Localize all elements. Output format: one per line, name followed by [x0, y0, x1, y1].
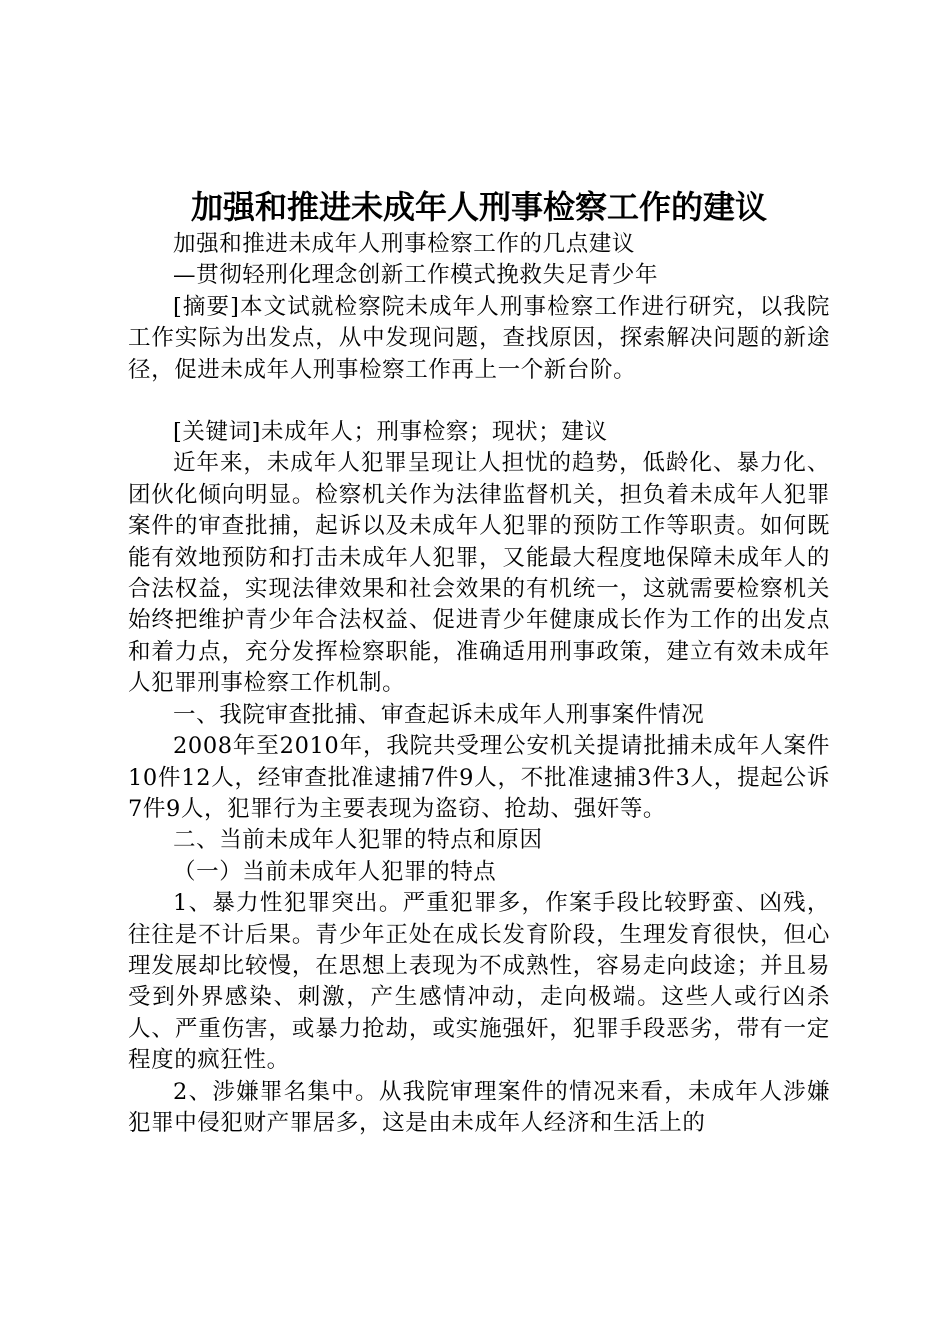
- section-heading-2: 二、当前未成年人犯罪的特点和原因: [173, 827, 543, 854]
- document-body: [128, 229, 830, 1139]
- abstract-paragraph: [摘要]本文试就检察院未成年人刑事检察工作进行研究，以我院工作实际为出发点，从中发现问题，查找原因，探索解决问题的新途径，促进未成年人刑事检察工作再上一个新台阶。: [128, 293, 830, 383]
- subsection-heading-1: （一）当前未成年人犯罪的特点: [173, 858, 497, 885]
- keywords-paragraph: [关键词]未成年人；刑事检察；现状；建议: [173, 419, 608, 446]
- section-heading-1: 一、我院审查批捕、审查起诉未成年人刑事案件情况: [173, 701, 705, 728]
- subtitle-line: 加强和推进未成年人刑事检察工作的几点建议: [173, 231, 636, 257]
- feature-paragraph-1: 1、暴力性犯罪突出。严重犯罪多，作案手段比较野蛮、凶残，往往是不计后果。青少年正处在成长发育阶段，生理发育很快，但心理发展却比较慢，在思想上表现为不成熟性，容易走向歧途；并且易受到外界感染、刺激，产生感情冲动，走向极端。这些人或行凶杀人、严重伤害，或暴力抢劫，或实施强奸，犯罪手段恶劣，带有一定程度的疯狂性。: [128, 890, 830, 1074]
- case-stats-paragraph: 2008年至2010年，我院共受理公安机关提请批捕未成年人案件10件12人，经审查批准逮捕7件9人，不批准逮捕3件3人，提起公诉7件9人，犯罪行为主要表现为盗窃、抢劫、强奸等。: [128, 733, 830, 822]
- intro-paragraph: 近年来，未成年人犯罪呈现让人担忧的趋势，低龄化、暴力化、团伙化倾向明显。检察机关作为法律监督机关，担负着未成年人犯罪案件的审查批捕，起诉以及未成年人犯罪的预防工作等职责。如何既能有效地预防和打击未成年人犯罪，又能最大程度地保障未成年人的合法权益，实现法律效果和社会效果的有机统一，这就需要检察机关始终把维护青少年合法权益、促进青少年健康成长作为工作的出发点和着力点，充分发挥检察职能，准确适用刑事政策，建立有效未成年人犯罪刑事检察工作机制。: [128, 450, 830, 697]
- document-page: [128, 185, 830, 1139]
- document-title: 加强和推进未成年人刑事检察工作的建议: [190, 188, 767, 226]
- feature-paragraph-2: 2、涉嫌罪名集中。从我院审理案件的情况来看，未成年人涉嫌犯罪中侵犯财产罪居多，这是由未成年人经济和生活上的: [128, 1078, 830, 1136]
- subtitle-tagline: —贯彻轻刑化理念创新工作模式挽救失足青少年: [173, 262, 659, 289]
